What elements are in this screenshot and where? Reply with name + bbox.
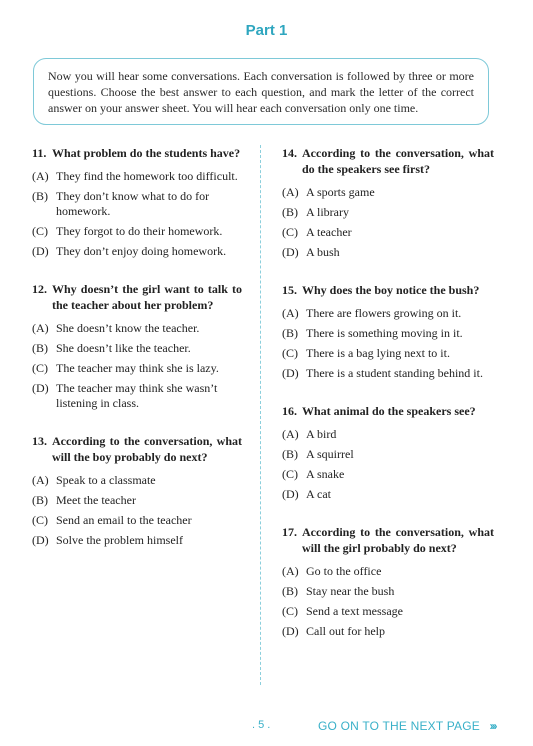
- answer-option[interactable]: [282, 604, 494, 619]
- answer-option[interactable]: [32, 189, 242, 219]
- answer-option[interactable]: [32, 513, 242, 528]
- option-text: Send an email to the teacher: [56, 513, 192, 527]
- option-text: Speak to a classmate: [56, 473, 156, 487]
- option-letter: (D): [282, 487, 299, 501]
- next-page-link[interactable]: [318, 719, 496, 733]
- question-title: [282, 403, 494, 419]
- answer-option[interactable]: [282, 205, 494, 220]
- option-text: There is a student standing behind it.: [306, 366, 483, 380]
- option-letter: (C): [282, 604, 298, 618]
- option-text: She doesn’t like the teacher.: [56, 341, 191, 355]
- option-text: Go to the office: [306, 564, 382, 578]
- answer-option[interactable]: [282, 487, 494, 502]
- answer-option[interactable]: [282, 467, 494, 482]
- answer-option[interactable]: [282, 624, 494, 639]
- option-text: Send a text message: [306, 604, 403, 618]
- option-text: Stay near the bush: [306, 584, 395, 598]
- question-15: [282, 282, 494, 381]
- option-letter: (A): [282, 427, 299, 441]
- option-letter: (A): [282, 185, 299, 199]
- option-text: A bush: [306, 245, 340, 259]
- answer-options: [32, 473, 242, 548]
- option-letter: (D): [32, 533, 49, 547]
- answer-option[interactable]: [282, 225, 494, 240]
- answer-option[interactable]: [282, 584, 494, 599]
- option-text: They don’t know what to do for homework.: [56, 189, 210, 218]
- part-title: Part 1: [245, 22, 288, 39]
- column-divider: [260, 145, 261, 685]
- option-text: The teacher may think she wasn’t listening in class.: [56, 381, 218, 410]
- question-13: [32, 433, 242, 548]
- answer-options: [282, 306, 494, 381]
- option-letter: (B): [282, 447, 298, 461]
- question-17: [282, 524, 494, 639]
- question-title: [282, 145, 494, 177]
- question-text: Why doesn’t the girl want to talk to the teacher about her problem?: [52, 282, 242, 312]
- option-letter: (A): [32, 321, 49, 335]
- option-letter: (A): [282, 306, 299, 320]
- answer-option[interactable]: [282, 427, 494, 442]
- answer-option[interactable]: [32, 361, 242, 376]
- question-number: 15.: [282, 283, 297, 297]
- question-title: [32, 433, 242, 465]
- option-letter: (B): [32, 493, 48, 507]
- question-text: What problem do the students have?: [52, 146, 241, 160]
- question-number: 12.: [32, 282, 47, 296]
- question-title: [282, 524, 494, 556]
- answer-option[interactable]: [32, 381, 242, 411]
- option-letter: (B): [282, 584, 298, 598]
- option-text: There are flowers growing on it.: [306, 306, 462, 320]
- answer-option[interactable]: [32, 493, 242, 508]
- answer-option[interactable]: [32, 169, 242, 184]
- option-text: A library: [306, 205, 349, 219]
- option-letter: (B): [282, 326, 298, 340]
- option-text: She doesn’t know the teacher.: [56, 321, 200, 335]
- question-14: [282, 145, 494, 260]
- answer-option[interactable]: [32, 473, 242, 488]
- question-title: [282, 282, 494, 298]
- option-text: A cat: [306, 487, 331, 501]
- answer-option[interactable]: [282, 447, 494, 462]
- option-text: A teacher: [306, 225, 352, 239]
- option-letter: (D): [32, 244, 49, 258]
- answer-options: [282, 564, 494, 639]
- answer-option[interactable]: [282, 306, 494, 321]
- question-text: According to the conversation, what do the speakers see first?: [302, 146, 494, 176]
- question-number: 11.: [32, 146, 47, 160]
- option-letter: (C): [32, 224, 48, 238]
- option-text: They don’t enjoy doing homework.: [56, 244, 227, 258]
- answer-options: [32, 169, 242, 259]
- option-text: Call out for help: [306, 624, 385, 638]
- option-letter: (C): [282, 346, 298, 360]
- question-text: According to the conversation, what will the boy probably do next?: [52, 434, 242, 464]
- option-letter: (D): [282, 366, 299, 380]
- option-letter: (C): [32, 361, 48, 375]
- option-text: The teacher may think she is lazy.: [56, 361, 219, 375]
- answer-options: [32, 321, 242, 411]
- option-letter: (A): [282, 564, 299, 578]
- answer-option[interactable]: [32, 321, 242, 336]
- left-column: [32, 145, 242, 570]
- option-text: There is something moving in it.: [306, 326, 463, 340]
- answer-option[interactable]: [282, 564, 494, 579]
- option-text: Solve the problem himself: [56, 533, 183, 547]
- answer-option[interactable]: [282, 185, 494, 200]
- answer-option[interactable]: [282, 366, 494, 381]
- option-letter: (B): [32, 341, 48, 355]
- answer-options: [282, 427, 494, 502]
- question-number: 16.: [282, 404, 297, 418]
- option-letter: (D): [282, 245, 299, 259]
- right-column: [282, 145, 494, 661]
- option-letter: (D): [32, 381, 49, 395]
- option-text: Meet the teacher: [56, 493, 136, 507]
- answer-option[interactable]: [282, 346, 494, 361]
- question-title: [32, 281, 242, 313]
- option-letter: (A): [32, 169, 49, 183]
- instructions-box: Now you will hear some conversations. Each conversation is followed by three or more questions. Choose the best answer to each question, and mark the letter of the correct answer on your answer sheet. You will hear each conversation only one time.: [33, 58, 489, 125]
- option-letter: (D): [282, 624, 299, 638]
- question-16: [282, 403, 494, 502]
- option-text: They find the homework too difficult.: [56, 169, 238, 183]
- page-number: . 5 .: [252, 719, 271, 731]
- question-text: Why does the boy notice the bush?: [302, 283, 480, 297]
- option-text: They forgot to do their homework.: [56, 224, 223, 238]
- option-text: A snake: [306, 467, 345, 481]
- option-letter: (B): [282, 205, 298, 219]
- answer-option[interactable]: [282, 326, 494, 341]
- question-number: 17.: [282, 525, 297, 539]
- option-letter: (A): [32, 473, 49, 487]
- question-11: [32, 145, 242, 259]
- option-text: A sports game: [306, 185, 375, 199]
- answer-option[interactable]: [32, 533, 242, 548]
- question-text: According to the conversation, what will the girl probably do next?: [302, 525, 494, 555]
- answer-option[interactable]: [282, 245, 494, 260]
- option-text: There is a bag lying next to it.: [306, 346, 450, 360]
- question-number: 14.: [282, 146, 297, 160]
- question-12: [32, 281, 242, 411]
- option-letter: (C): [282, 467, 298, 481]
- question-title: [32, 145, 242, 161]
- question-number: 13.: [32, 434, 47, 448]
- chevrons-right-icon: ›››: [489, 719, 496, 733]
- option-letter: (B): [32, 189, 48, 203]
- option-letter: (C): [282, 225, 298, 239]
- option-letter: (C): [32, 513, 48, 527]
- option-text: A squirrel: [306, 447, 354, 461]
- answer-options: [282, 185, 494, 260]
- option-text: A bird: [306, 427, 337, 441]
- question-text: What animal do the speakers see?: [302, 404, 476, 418]
- answer-option[interactable]: [32, 341, 242, 356]
- answer-option[interactable]: [32, 224, 242, 239]
- answer-option[interactable]: [32, 244, 242, 259]
- next-page-label: GO ON TO THE NEXT PAGE: [318, 719, 480, 733]
